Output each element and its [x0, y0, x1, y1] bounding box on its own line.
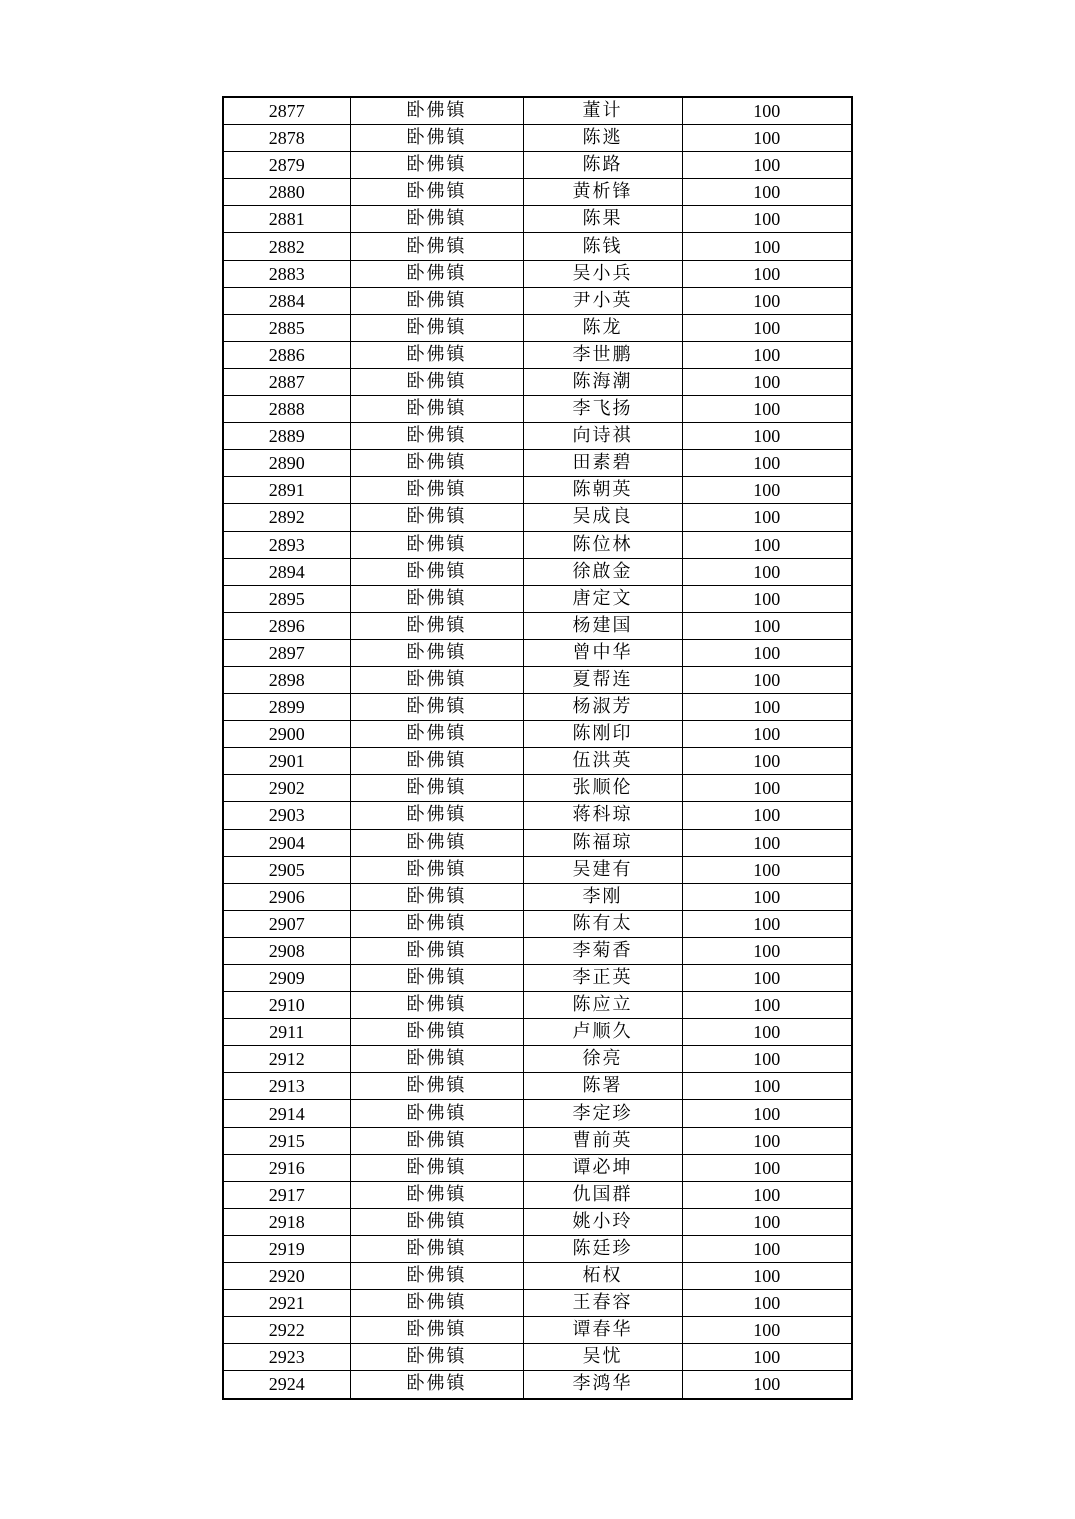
row-number-cell: 2910	[223, 992, 350, 1019]
table-row	[223, 206, 852, 233]
town-cell: 卧佛镇	[350, 97, 523, 125]
amount-cell: 100	[682, 775, 852, 802]
row-number-cell: 2919	[223, 1235, 350, 1262]
amount-cell: 100	[682, 1208, 852, 1235]
table-row	[223, 125, 852, 152]
table-row	[223, 1127, 852, 1154]
town-cell: 卧佛镇	[350, 1019, 523, 1046]
name-cell: 向诗祺	[523, 423, 682, 450]
table-row	[223, 233, 852, 260]
amount-cell: 100	[682, 97, 852, 125]
row-number-cell: 2893	[223, 531, 350, 558]
amount-cell: 100	[682, 856, 852, 883]
name-cell: 李定珍	[523, 1100, 682, 1127]
name-cell: 李菊香	[523, 937, 682, 964]
name-cell: 陈福琼	[523, 829, 682, 856]
name-cell: 伍洪英	[523, 748, 682, 775]
table-row	[223, 1154, 852, 1181]
name-cell: 陈逃	[523, 125, 682, 152]
table-row	[223, 1371, 852, 1399]
row-number-cell: 2917	[223, 1181, 350, 1208]
name-cell: 吴建有	[523, 856, 682, 883]
table-row	[223, 694, 852, 721]
amount-cell: 100	[682, 206, 852, 233]
amount-cell: 100	[682, 341, 852, 368]
name-cell: 徐亮	[523, 1046, 682, 1073]
town-cell: 卧佛镇	[350, 748, 523, 775]
table-row	[223, 802, 852, 829]
row-number-cell: 2898	[223, 666, 350, 693]
name-cell: 柘权	[523, 1263, 682, 1290]
town-cell: 卧佛镇	[350, 721, 523, 748]
amount-cell: 100	[682, 1127, 852, 1154]
town-cell: 卧佛镇	[350, 1046, 523, 1073]
town-cell: 卧佛镇	[350, 937, 523, 964]
amount-cell: 100	[682, 179, 852, 206]
table-row	[223, 260, 852, 287]
town-cell: 卧佛镇	[350, 558, 523, 585]
row-number-cell: 2901	[223, 748, 350, 775]
table-row	[223, 1019, 852, 1046]
row-number-cell: 2882	[223, 233, 350, 260]
amount-cell: 100	[682, 937, 852, 964]
amount-cell: 100	[682, 1344, 852, 1371]
town-cell: 卧佛镇	[350, 1290, 523, 1317]
table-row	[223, 368, 852, 395]
name-cell: 杨淑芳	[523, 694, 682, 721]
name-cell: 王春容	[523, 1290, 682, 1317]
row-number-cell: 2883	[223, 260, 350, 287]
amount-cell: 100	[682, 802, 852, 829]
name-cell: 董计	[523, 97, 682, 125]
row-number-cell: 2913	[223, 1073, 350, 1100]
amount-cell: 100	[682, 612, 852, 639]
town-cell: 卧佛镇	[350, 125, 523, 152]
town-cell: 卧佛镇	[350, 450, 523, 477]
row-number-cell: 2908	[223, 937, 350, 964]
town-cell: 卧佛镇	[350, 856, 523, 883]
name-cell: 徐啟金	[523, 558, 682, 585]
table-row	[223, 883, 852, 910]
table-row	[223, 775, 852, 802]
table-row	[223, 1235, 852, 1262]
name-cell: 谭必坤	[523, 1154, 682, 1181]
row-number-cell: 2899	[223, 694, 350, 721]
amount-cell: 100	[682, 1154, 852, 1181]
town-cell: 卧佛镇	[350, 965, 523, 992]
row-number-cell: 2884	[223, 287, 350, 314]
table-row	[223, 179, 852, 206]
town-cell: 卧佛镇	[350, 206, 523, 233]
name-cell: 曾中华	[523, 639, 682, 666]
name-cell: 陈位林	[523, 531, 682, 558]
amount-cell: 100	[682, 1371, 852, 1399]
row-number-cell: 2923	[223, 1344, 350, 1371]
table-row	[223, 504, 852, 531]
town-cell: 卧佛镇	[350, 287, 523, 314]
amount-cell: 100	[682, 368, 852, 395]
amount-cell: 100	[682, 260, 852, 287]
table-row	[223, 829, 852, 856]
table-row	[223, 721, 852, 748]
row-number-cell: 2891	[223, 477, 350, 504]
row-number-cell: 2918	[223, 1208, 350, 1235]
name-cell: 唐定文	[523, 585, 682, 612]
town-cell: 卧佛镇	[350, 341, 523, 368]
row-number-cell: 2920	[223, 1263, 350, 1290]
name-cell: 吴成良	[523, 504, 682, 531]
name-cell: 陈署	[523, 1073, 682, 1100]
row-number-cell: 2886	[223, 341, 350, 368]
amount-cell: 100	[682, 585, 852, 612]
amount-cell: 100	[682, 721, 852, 748]
row-number-cell: 2889	[223, 423, 350, 450]
name-cell: 吴小兵	[523, 260, 682, 287]
amount-cell: 100	[682, 504, 852, 531]
table-row	[223, 477, 852, 504]
row-number-cell: 2897	[223, 639, 350, 666]
amount-cell: 100	[682, 992, 852, 1019]
table-row	[223, 152, 852, 179]
row-number-cell: 2902	[223, 775, 350, 802]
name-cell: 李飞扬	[523, 396, 682, 423]
table-row	[223, 856, 852, 883]
row-number-cell: 2922	[223, 1317, 350, 1344]
row-number-cell: 2881	[223, 206, 350, 233]
amount-cell: 100	[682, 1073, 852, 1100]
town-cell: 卧佛镇	[350, 423, 523, 450]
town-cell: 卧佛镇	[350, 1127, 523, 1154]
row-number-cell: 2911	[223, 1019, 350, 1046]
town-cell: 卧佛镇	[350, 368, 523, 395]
name-cell: 仇国群	[523, 1181, 682, 1208]
amount-cell: 100	[682, 314, 852, 341]
town-cell: 卧佛镇	[350, 1181, 523, 1208]
row-number-cell: 2912	[223, 1046, 350, 1073]
table-row	[223, 341, 852, 368]
name-cell: 李鸿华	[523, 1371, 682, 1399]
amount-cell: 100	[682, 1235, 852, 1262]
town-cell: 卧佛镇	[350, 531, 523, 558]
row-number-cell: 2892	[223, 504, 350, 531]
row-number-cell: 2921	[223, 1290, 350, 1317]
town-cell: 卧佛镇	[350, 585, 523, 612]
table-row	[223, 1263, 852, 1290]
amount-cell: 100	[682, 1181, 852, 1208]
town-cell: 卧佛镇	[350, 477, 523, 504]
amount-cell: 100	[682, 694, 852, 721]
table-row	[223, 558, 852, 585]
row-number-cell: 2914	[223, 1100, 350, 1127]
amount-cell: 100	[682, 910, 852, 937]
amount-cell: 100	[682, 1290, 852, 1317]
row-number-cell: 2904	[223, 829, 350, 856]
amount-cell: 100	[682, 531, 852, 558]
town-cell: 卧佛镇	[350, 179, 523, 206]
amount-cell: 100	[682, 558, 852, 585]
name-cell: 田素碧	[523, 450, 682, 477]
amount-cell: 100	[682, 423, 852, 450]
name-cell: 杨建国	[523, 612, 682, 639]
name-cell: 陈海潮	[523, 368, 682, 395]
name-cell: 李刚	[523, 883, 682, 910]
town-cell: 卧佛镇	[350, 1100, 523, 1127]
amount-cell: 100	[682, 1100, 852, 1127]
table-row	[223, 97, 852, 125]
table-row	[223, 1181, 852, 1208]
name-cell: 陈应立	[523, 992, 682, 1019]
table-row	[223, 314, 852, 341]
amount-cell: 100	[682, 965, 852, 992]
name-cell: 陈廷珍	[523, 1235, 682, 1262]
amount-cell: 100	[682, 287, 852, 314]
amount-cell: 100	[682, 883, 852, 910]
row-number-cell: 2894	[223, 558, 350, 585]
row-number-cell: 2909	[223, 965, 350, 992]
name-cell: 陈有太	[523, 910, 682, 937]
name-cell: 蒋科琼	[523, 802, 682, 829]
row-number-cell: 2880	[223, 179, 350, 206]
town-cell: 卧佛镇	[350, 152, 523, 179]
row-number-cell: 2905	[223, 856, 350, 883]
row-number-cell: 2890	[223, 450, 350, 477]
table-row	[223, 450, 852, 477]
name-cell: 卢顺久	[523, 1019, 682, 1046]
table-row	[223, 396, 852, 423]
table-row	[223, 287, 852, 314]
row-number-cell: 2924	[223, 1371, 350, 1399]
row-number-cell: 2900	[223, 721, 350, 748]
table-row	[223, 1208, 852, 1235]
name-cell: 曹前英	[523, 1127, 682, 1154]
amount-cell: 100	[682, 152, 852, 179]
town-cell: 卧佛镇	[350, 639, 523, 666]
table-row	[223, 748, 852, 775]
name-cell: 陈钱	[523, 233, 682, 260]
town-cell: 卧佛镇	[350, 396, 523, 423]
town-cell: 卧佛镇	[350, 910, 523, 937]
name-cell: 谭春华	[523, 1317, 682, 1344]
data-table	[222, 96, 853, 1400]
amount-cell: 100	[682, 1317, 852, 1344]
table-row	[223, 1317, 852, 1344]
amount-cell: 100	[682, 233, 852, 260]
town-cell: 卧佛镇	[350, 504, 523, 531]
name-cell: 陈果	[523, 206, 682, 233]
table-row	[223, 1046, 852, 1073]
amount-cell: 100	[682, 748, 852, 775]
table-row	[223, 965, 852, 992]
name-cell: 吴忧	[523, 1344, 682, 1371]
table-row	[223, 1290, 852, 1317]
name-cell: 尹小英	[523, 287, 682, 314]
amount-cell: 100	[682, 125, 852, 152]
town-cell: 卧佛镇	[350, 1263, 523, 1290]
row-number-cell: 2879	[223, 152, 350, 179]
name-cell: 李正英	[523, 965, 682, 992]
amount-cell: 100	[682, 1263, 852, 1290]
table-row	[223, 585, 852, 612]
town-cell: 卧佛镇	[350, 1208, 523, 1235]
amount-cell: 100	[682, 1046, 852, 1073]
row-number-cell: 2916	[223, 1154, 350, 1181]
amount-cell: 100	[682, 450, 852, 477]
town-cell: 卧佛镇	[350, 233, 523, 260]
table-row	[223, 1100, 852, 1127]
town-cell: 卧佛镇	[350, 775, 523, 802]
amount-cell: 100	[682, 829, 852, 856]
amount-cell: 100	[682, 477, 852, 504]
table-row	[223, 910, 852, 937]
name-cell: 黄析锋	[523, 179, 682, 206]
amount-cell: 100	[682, 639, 852, 666]
amount-cell: 100	[682, 396, 852, 423]
name-cell: 夏帮连	[523, 666, 682, 693]
town-cell: 卧佛镇	[350, 1073, 523, 1100]
town-cell: 卧佛镇	[350, 260, 523, 287]
table-row	[223, 992, 852, 1019]
table-row	[223, 937, 852, 964]
row-number-cell: 2896	[223, 612, 350, 639]
row-number-cell: 2915	[223, 1127, 350, 1154]
name-cell: 陈路	[523, 152, 682, 179]
row-number-cell: 2907	[223, 910, 350, 937]
town-cell: 卧佛镇	[350, 1371, 523, 1399]
town-cell: 卧佛镇	[350, 314, 523, 341]
name-cell: 姚小玲	[523, 1208, 682, 1235]
town-cell: 卧佛镇	[350, 1235, 523, 1262]
name-cell: 陈刚印	[523, 721, 682, 748]
amount-cell: 100	[682, 1019, 852, 1046]
table-row	[223, 639, 852, 666]
town-cell: 卧佛镇	[350, 802, 523, 829]
row-number-cell: 2878	[223, 125, 350, 152]
row-number-cell: 2877	[223, 97, 350, 125]
name-cell: 陈龙	[523, 314, 682, 341]
name-cell: 张顺伦	[523, 775, 682, 802]
town-cell: 卧佛镇	[350, 992, 523, 1019]
town-cell: 卧佛镇	[350, 883, 523, 910]
name-cell: 李世鹏	[523, 341, 682, 368]
town-cell: 卧佛镇	[350, 1154, 523, 1181]
table-row	[223, 1344, 852, 1371]
table-row	[223, 423, 852, 450]
row-number-cell: 2895	[223, 585, 350, 612]
town-cell: 卧佛镇	[350, 694, 523, 721]
table-row	[223, 531, 852, 558]
table-row	[223, 666, 852, 693]
amount-cell: 100	[682, 666, 852, 693]
row-number-cell: 2887	[223, 368, 350, 395]
town-cell: 卧佛镇	[350, 666, 523, 693]
row-number-cell: 2888	[223, 396, 350, 423]
row-number-cell: 2885	[223, 314, 350, 341]
row-number-cell: 2906	[223, 883, 350, 910]
town-cell: 卧佛镇	[350, 829, 523, 856]
row-number-cell: 2903	[223, 802, 350, 829]
town-cell: 卧佛镇	[350, 612, 523, 639]
town-cell: 卧佛镇	[350, 1344, 523, 1371]
table-row	[223, 612, 852, 639]
name-cell: 陈朝英	[523, 477, 682, 504]
table-row	[223, 1073, 852, 1100]
table-body	[223, 97, 852, 1399]
town-cell: 卧佛镇	[350, 1317, 523, 1344]
